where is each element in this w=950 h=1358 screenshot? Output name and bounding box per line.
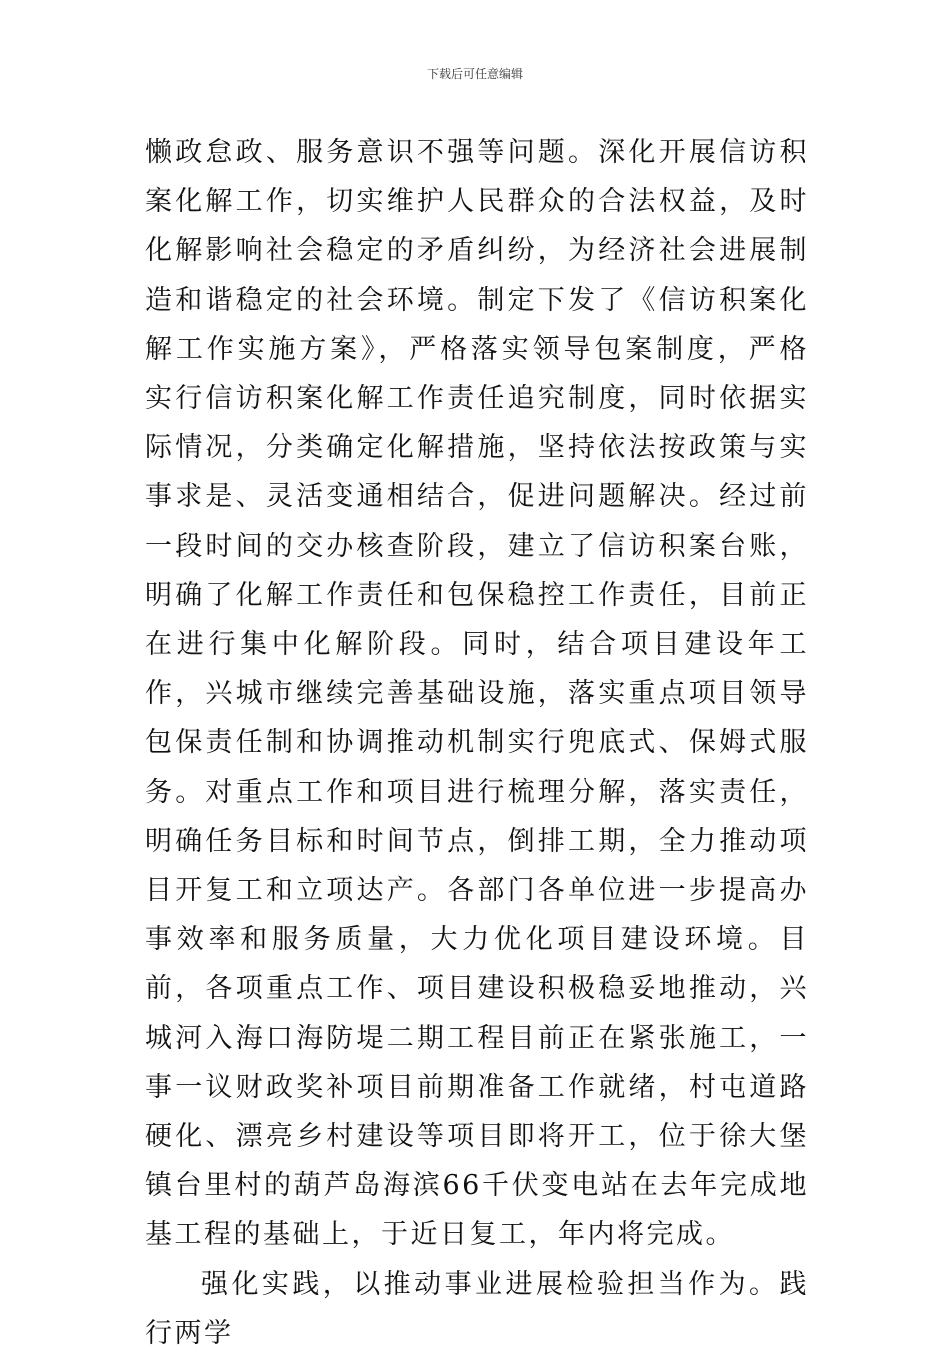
paragraph-1: 懒政怠政、服务意识不强等问题。深化开展信访积案化解工作，切实维护人民群众的合法权益，及时化解影响社会稳定的矛盾纠纷，为经济社会进展制造和谐稳定的社会环境。制定下发了《信访积案化解工作实施方案》，严格落实领导包案制度，严格实行信访积案化解工作责任追究制度，同时依据实际情况，分类确定化解措施，坚持依法按政策与实事求是、灵活变通相结合，促进问题解决。经过前一段时间的交办核查阶段，建立了信访积案台账，明确了化解工作责任和包保稳控工作责任，目前正在进行集中化解阶段。同时，结合项目建设年工作，兴城市继续完善基础设施，落实重点项目领导包保责任制和协调推动机制实行兜底式、保姆式服务。对重点工作和项目进行梳理分解，落实责任，明确任务目标和时间节点，倒排工期，全力推动项目开复工和立项达产。各部门各单位进一步提高办事效率和服务质量，大力优化项目建设环境。目前，各项重点工作、项目建设积极稳妥地推动，兴城河入海口海防堤二期工程目前正在紧张施工，一事一议财政奖补项目前期准备工作就绪，村屯道路硬化、漂亮乡村建设等项目即将开工，位于徐大堡镇台里村的葫芦岛海滨66千伏变电站在去年完成地基工程的基础上，于近日复工，年内将完成。 <box>145 137 809 1251</box>
document-body <box>145 128 809 1358</box>
page-header: 下载后可任意编辑 <box>426 67 523 81</box>
paragraph-2: 强化实践，以推动事业进展检验担当作为。践行两学 <box>145 1268 809 1349</box>
